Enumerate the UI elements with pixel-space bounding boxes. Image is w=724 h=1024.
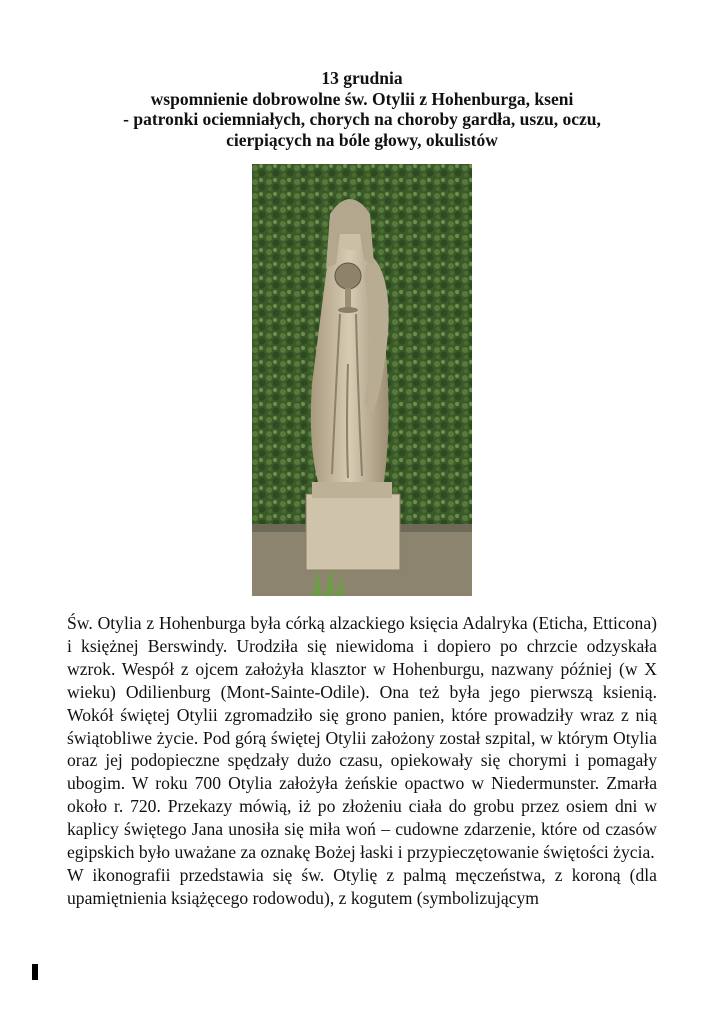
statue-photo bbox=[252, 164, 472, 596]
paragraph-biography: Św. Otylia z Hohenburga była córką alzackiego księcia Adalryka (Eticha, Etticona) i księżnej Berswindy. Urodziła się niewidoma i dopiero po chrzcie odzyskała wzrok. Wespół z ojcem założyła klasztor w Hohenburgu, nazwany później (w X wieku) Odilienburg (Mont-Sainte-Odile). Ona też była jego pierwszą ksienią. Wokół świętej Otylii zgromadziło się grono panien, które prowadziły wraz z nią świątobliwe życie. Pod górą świętej Otylii założony został szpital, w którym Otylia oraz jej podopieczne spędzały dużo czasu, opiekowały się chorymi i pomagały ubogim. W roku 700 Otylia założyła żeńskie opactwo w Niedermunster. Zmarła około r. 720. Przekazy mówią, iż po złożeniu ciała do grobu przez osiem dni w kaplicy świętego Jana unosiła się miła woń – cudowne zdarzenie, które od czasów egipskich było uważane za oznakę Bożej łaski i przypieczętowanie świętości życia. bbox=[67, 613, 657, 863]
heading-date: 13 grudnia bbox=[321, 68, 403, 88]
page-marker bbox=[32, 964, 38, 980]
page-heading bbox=[60, 68, 664, 150]
paragraph-iconography: W ikonografii przedstawia się św. Otylię z palmą męczeństwa, z koroną (dla upamiętnienia książęcego rodowodu), z kogutem (symbolizującym bbox=[67, 864, 657, 908]
article-body bbox=[67, 612, 657, 910]
heading-patronage-cont: cierpiących na bóle głowy, okulistów bbox=[226, 129, 498, 150]
heading-title: wspomnienie dobrowolne św. Otylii z Hohenburga, kseni bbox=[150, 88, 574, 109]
heading-patronage: - patronki ociemniałych, chorych na choroby gardła, uszu, oczu, bbox=[123, 109, 601, 129]
